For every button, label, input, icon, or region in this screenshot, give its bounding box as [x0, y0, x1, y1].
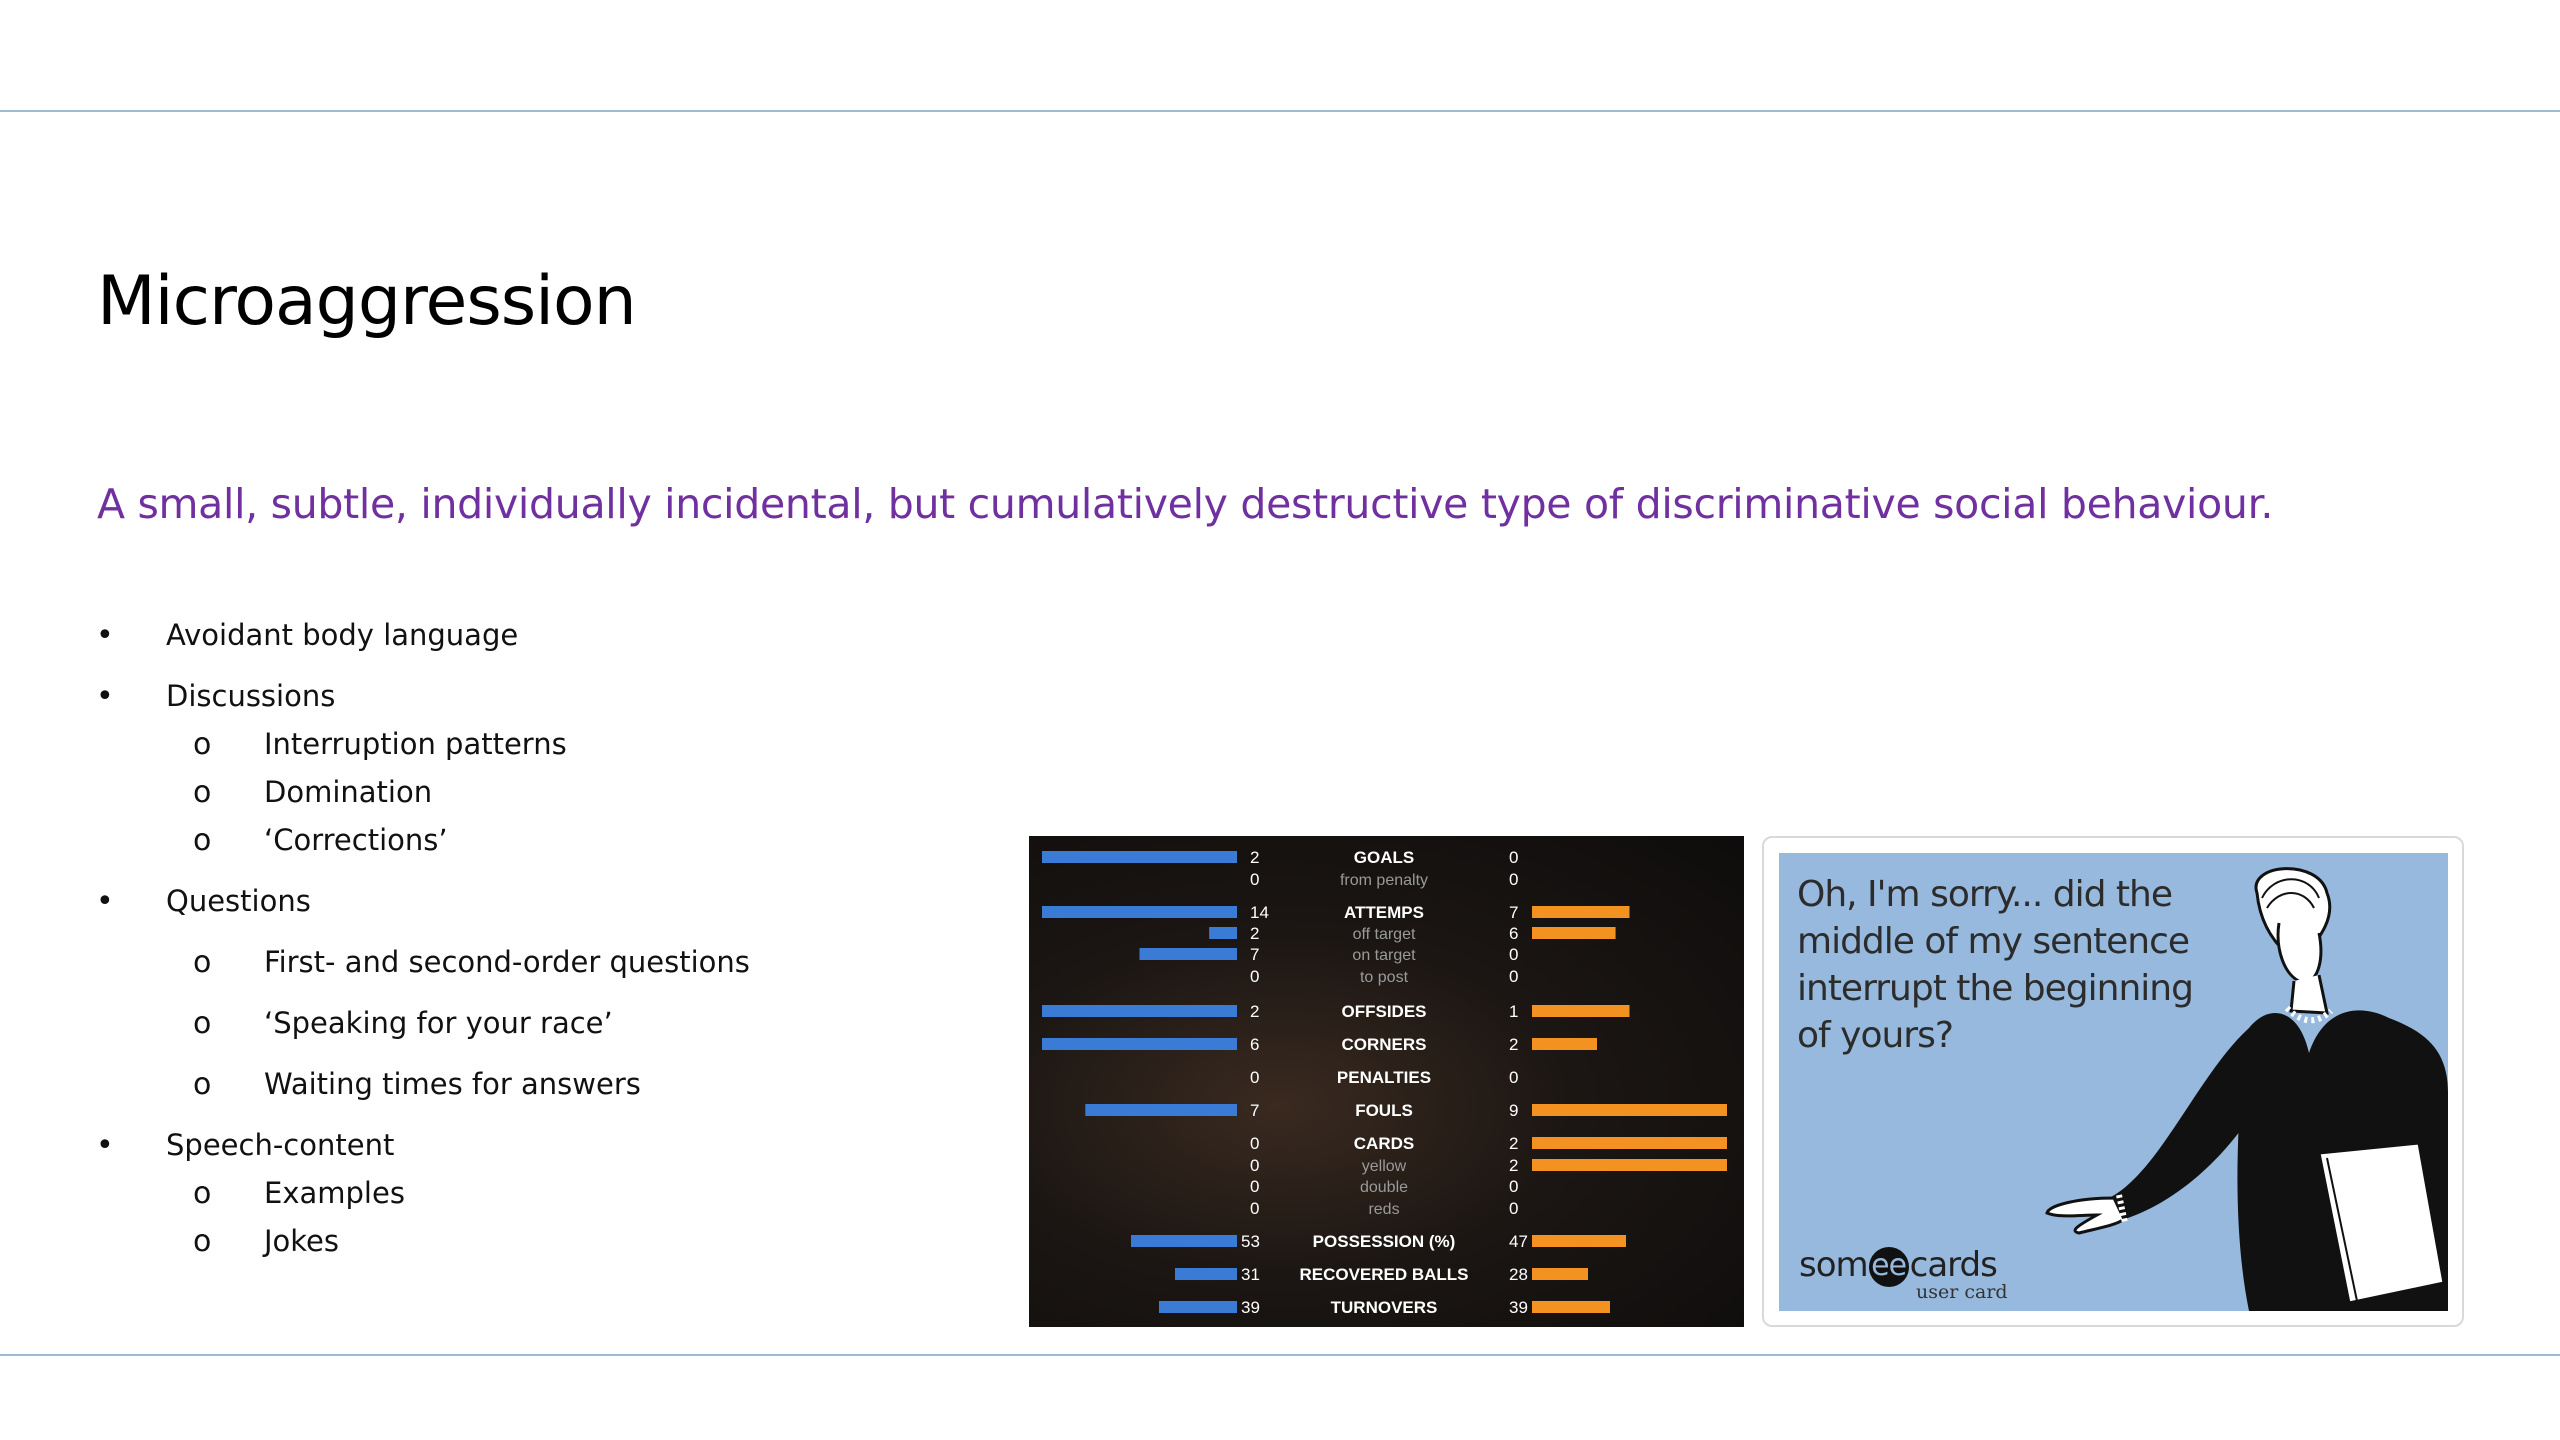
top-divider — [0, 110, 2560, 112]
bullet-marker: o — [193, 1176, 212, 1211]
left-team-bar — [1042, 851, 1237, 863]
left-team-bar — [1140, 948, 1238, 960]
left-value: 0 — [1250, 870, 1260, 889]
left-value: 2 — [1250, 848, 1260, 867]
stat-label: off target — [1352, 926, 1416, 943]
right-value: 39 — [1509, 1298, 1528, 1317]
bottom-divider — [0, 1354, 2560, 1356]
bullet-marker: o — [193, 775, 212, 810]
right-value: 2 — [1509, 1134, 1519, 1153]
left-value: 14 — [1250, 903, 1269, 922]
right-team-bar — [1532, 1235, 1626, 1247]
bullet-marker: • — [96, 679, 114, 714]
bullet-marker: o — [193, 1224, 212, 1259]
stat-label: OFFSIDES — [1341, 1002, 1427, 1021]
left-value: 7 — [1250, 1101, 1260, 1120]
bullet-marker: o — [193, 1006, 212, 1041]
bullet-text: Domination — [264, 775, 433, 809]
stat-label: FOULS — [1355, 1101, 1413, 1120]
match-stats-chart — [1029, 836, 1744, 1327]
bullet-text: ‘Speaking for your race’ — [264, 1006, 613, 1040]
left-value: 31 — [1241, 1265, 1260, 1284]
left-team-bar — [1085, 1104, 1237, 1116]
left-value: 0 — [1250, 1156, 1260, 1175]
bullet-text: Interruption patterns — [264, 727, 567, 761]
definition-text: A small, subtle, individually incidental, but cumulatively destructive type of discriminative social behaviour. — [97, 480, 2274, 528]
right-value: 0 — [1509, 945, 1519, 964]
bullet-text: Examples — [264, 1176, 405, 1210]
stat-label: from penalty — [1339, 872, 1429, 889]
right-value: 0 — [1509, 870, 1519, 889]
left-team-bar — [1042, 1038, 1237, 1050]
left-team-bar — [1131, 1235, 1237, 1247]
bullet-marker: o — [193, 823, 212, 858]
logo-part-2: ee — [1869, 1247, 1909, 1287]
right-team-bar — [1532, 906, 1630, 918]
right-value: 1 — [1509, 1002, 1519, 1021]
right-value: 7 — [1509, 903, 1519, 922]
left-team-bar — [1042, 1005, 1237, 1017]
stat-label: reds — [1368, 1201, 1400, 1218]
left-value: 6 — [1250, 1035, 1260, 1054]
bullet-text: Jokes — [264, 1224, 340, 1258]
right-team-bar — [1532, 927, 1616, 939]
stat-label: TURNOVERS — [1330, 1298, 1438, 1317]
stat-label: POSSESSION (%) — [1312, 1232, 1456, 1251]
logo-part-3: cards — [1909, 1245, 1997, 1285]
right-value: 0 — [1509, 1068, 1519, 1087]
left-team-bar — [1042, 906, 1237, 918]
right-value: 0 — [1509, 848, 1519, 867]
left-value: 0 — [1250, 1134, 1260, 1153]
left-value: 39 — [1241, 1298, 1260, 1317]
stat-label: yellow — [1361, 1158, 1407, 1175]
stat-label: PENALTIES — [1336, 1068, 1432, 1087]
right-value: 9 — [1509, 1101, 1519, 1120]
bullet-marker: o — [193, 945, 212, 980]
right-team-bar — [1532, 1137, 1727, 1149]
match-stats-image — [1029, 836, 1744, 1327]
left-value: 0 — [1250, 1177, 1260, 1196]
left-value: 53 — [1241, 1232, 1260, 1251]
left-value: 0 — [1250, 967, 1260, 986]
bullet-marker: • — [96, 618, 114, 653]
bullet-text: Speech-content — [166, 1128, 395, 1162]
right-value: 2 — [1509, 1035, 1519, 1054]
bullet-text: Discussions — [166, 679, 336, 713]
right-value: 28 — [1509, 1265, 1528, 1284]
stat-label: RECOVERED BALLS — [1299, 1265, 1469, 1284]
left-team-bar — [1209, 927, 1237, 939]
bullet-text: First- and second-order questions — [264, 945, 750, 979]
left-team-bar — [1159, 1301, 1237, 1313]
right-team-bar — [1532, 1038, 1597, 1050]
bullet-text: Waiting times for answers — [264, 1067, 641, 1101]
right-team-bar — [1532, 1268, 1588, 1280]
stat-label: ATTEMPS — [1344, 903, 1424, 922]
bullet-marker: o — [193, 727, 212, 762]
left-value: 0 — [1250, 1068, 1260, 1087]
stat-label: double — [1359, 1179, 1409, 1196]
right-team-bar — [1532, 1005, 1630, 1017]
bullet-text: Questions — [166, 884, 311, 918]
right-value: 6 — [1509, 924, 1519, 943]
stat-label: CORNERS — [1341, 1035, 1427, 1054]
right-team-bar — [1532, 1159, 1727, 1171]
logo-part-1: som — [1799, 1245, 1868, 1285]
left-value: 7 — [1250, 945, 1260, 964]
right-value: 47 — [1509, 1232, 1528, 1251]
ecard-text: Oh, I'm sorry... did the middle of my sentence interrupt the beginning of yours? — [1797, 874, 2193, 1056]
left-value: 2 — [1250, 924, 1260, 943]
slide-title: Microaggression — [97, 262, 636, 341]
right-value: 2 — [1509, 1156, 1519, 1175]
bullet-marker: • — [96, 884, 114, 919]
ecard — [1779, 853, 2448, 1311]
stat-label: on target — [1352, 947, 1416, 964]
bullet-marker: • — [96, 1128, 114, 1163]
right-value: 0 — [1509, 1177, 1519, 1196]
right-value: 0 — [1509, 967, 1519, 986]
right-value: 0 — [1509, 1199, 1519, 1218]
left-value: 2 — [1250, 1002, 1260, 1021]
bullet-text: Avoidant body language — [166, 618, 519, 652]
stat-label: to post — [1359, 969, 1409, 986]
right-team-bar — [1532, 1104, 1727, 1116]
bullet-marker: o — [193, 1067, 212, 1102]
left-value: 0 — [1250, 1199, 1260, 1218]
stat-label: CARDS — [1353, 1134, 1415, 1153]
logo-subtitle: user card — [1916, 1281, 2008, 1303]
left-team-bar — [1175, 1268, 1237, 1280]
right-team-bar — [1532, 1301, 1610, 1313]
bullet-text: ‘Corrections’ — [264, 823, 448, 857]
stat-label: GOALS — [1353, 848, 1415, 867]
